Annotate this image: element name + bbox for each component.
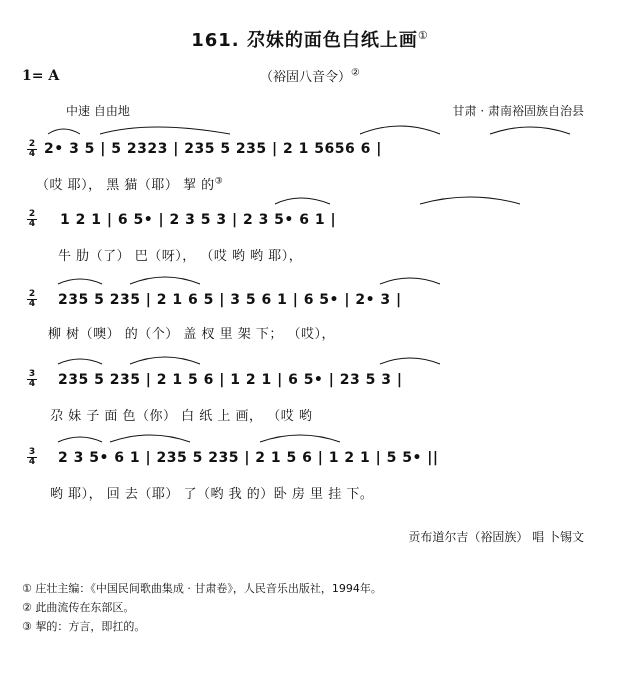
time-signature: 2 4 xyxy=(28,139,36,159)
footnote-3: ③ 挈的：方言，即扛的。 xyxy=(22,620,146,633)
time-signature: 2 4 xyxy=(28,289,36,309)
footnote-2: ② 此曲流传在东部区。 xyxy=(22,601,135,614)
notation-line-4: 235 5 235 | 2 1 5 6 | 1 2 1 | 6 5• | 23 5 3 | xyxy=(58,372,403,388)
footnote-1: ① 庄壮主编：《中国民间歌曲集成 · 甘肃卷》，人民音乐出版社，1994年。 xyxy=(22,582,382,595)
notation-line-3: 235 5 235 | 2 1 6 5 | 3 5 6 1 | 6 5• | 2• 3 | xyxy=(58,292,402,308)
title-footnote-mark: ① xyxy=(417,29,429,42)
notation-line-1: 2• 3 5 | 5 2323 | 235 5 235 | 2 1 5656 6 | xyxy=(44,141,382,157)
lyrics-line-4: 尕 妹 子 面 色（你） 白 纸 上 画， （哎 哟 xyxy=(50,409,313,424)
tempo-marking: 中速 自由地 xyxy=(66,104,130,118)
subtitle-footnote-mark: ② xyxy=(351,67,360,79)
key-signature: 1= A xyxy=(22,68,60,84)
song-title: 161. 尕妹的面色白纸上画① xyxy=(191,29,429,51)
time-signature: 3 4 xyxy=(28,369,36,389)
notation-line-2: 1 2 1 | 6 5• | 2 3 5 3 | 2 3 5• 6 1 | xyxy=(60,212,337,228)
subtitle: （裕固八音令）② xyxy=(260,67,360,85)
performer-credit: 贡布道尔吉（裕固族） 唱 卜锡文 xyxy=(408,530,584,544)
lyric-footnote-mark: ③ xyxy=(214,176,224,187)
lyrics-line-5: 哟 耶）， 回 去（耶） 了（哟 我 的）卧 房 里 挂 下。 xyxy=(50,487,374,502)
time-signature: 3 4 xyxy=(28,447,36,467)
lyrics-line-2: 牛 肋（了） 巴（呀）， （哎 哟 哟 耶）， xyxy=(58,249,303,264)
lyrics-line-3: 柳 树（噢） 的（个） 盖 杈 里 架 下； （哎）， xyxy=(48,327,336,342)
notation-line-5: 2 3 5• 6 1 | 235 5 235 | 2 1 5 6 | 1 2 1 | 5 5• || xyxy=(58,450,439,466)
lyrics-line-1: （哎 耶）， 黑 猫（耶） 挈 的③ xyxy=(36,176,224,193)
time-signature: 2 4 xyxy=(28,209,36,229)
region-label: 甘肃 · 肃南裕固族自治县 xyxy=(452,104,584,118)
